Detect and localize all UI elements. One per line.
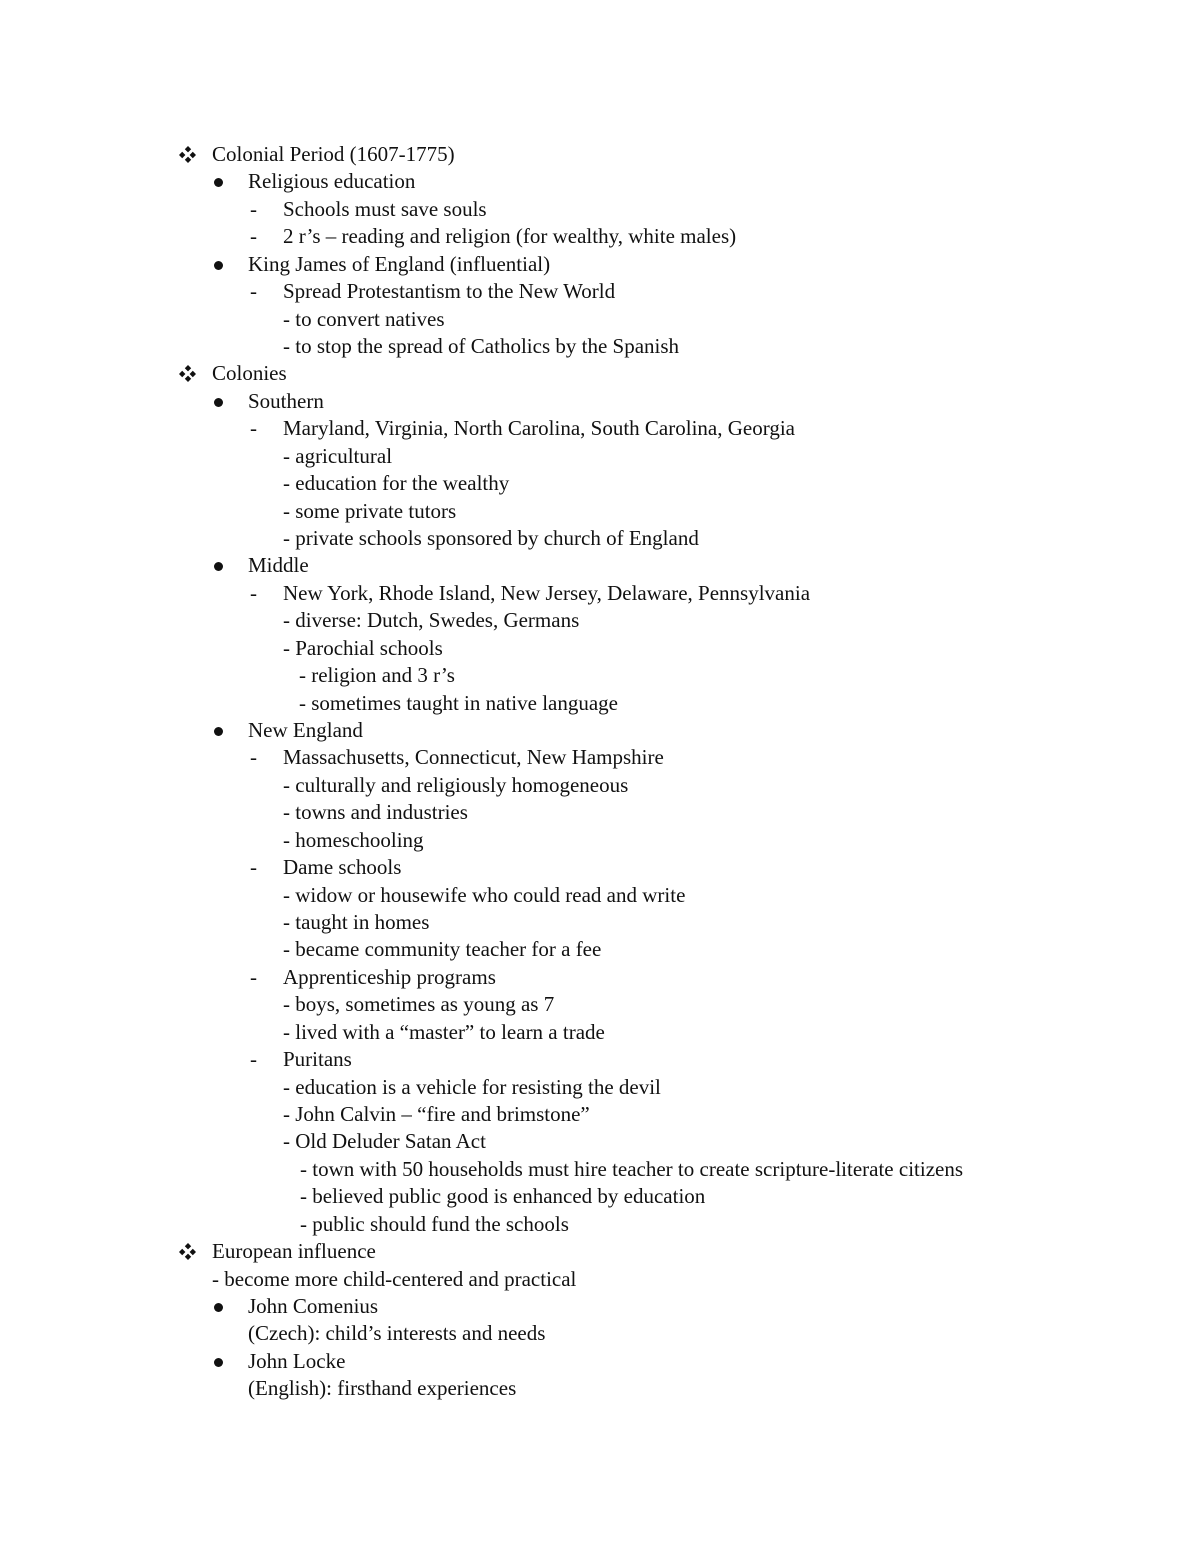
outline-line-level-2: Maryland, Virginia, North Carolina, South Carolina, Georgia: [283, 416, 795, 441]
dash-marker: -: [250, 279, 257, 304]
outline-line-level-0: - become more child-centered and practical: [212, 1266, 577, 1291]
bullet-dot-icon: [214, 562, 223, 571]
dash-marker: -: [250, 224, 257, 249]
outline-line-level-2: - education is a vehicle for resisting the devil: [283, 1074, 661, 1099]
bullet-dot-icon: [214, 261, 223, 270]
outline-line-level-1: John Locke: [248, 1348, 346, 1373]
dash-marker: -: [250, 964, 257, 989]
dash-marker: -: [250, 745, 257, 770]
outline-line-level-2: Puritans: [283, 1047, 352, 1072]
outline-line-level-2: Spread Protestantism to the New World: [283, 279, 616, 304]
four-diamond-bullet-icon: [179, 365, 197, 383]
bullet-dot-icon: [214, 178, 223, 187]
outline-line-level-2: Schools must save souls: [283, 196, 487, 221]
outline-line-level-2: - widow or housewife who could read and write: [283, 882, 686, 907]
outline-line-level-0: Colonial Period (1607-1775): [212, 142, 455, 166]
outline-line-level-2: - some private tutors: [283, 498, 457, 523]
dash-marker: -: [250, 1047, 257, 1072]
outline-line-level-2: - John Calvin – “fire and brimstone”: [283, 1102, 590, 1127]
bullet-dot-icon: [214, 1358, 223, 1367]
bullet-dot-icon: [214, 727, 223, 736]
dash-marker: -: [250, 416, 257, 441]
outline-line-level-1: (English): firsthand experiences: [248, 1376, 517, 1401]
outline-line-level-2: - towns and industries: [283, 800, 468, 825]
outline-line-level-2: Massachusetts, Connecticut, New Hampshire: [283, 745, 664, 770]
outline-line-level-2: - homeschooling: [283, 827, 424, 852]
outline-line-level-2: 2 r’s – reading and religion (for wealthy, white males): [283, 224, 737, 249]
outline-line-level-2: - Old Deluder Satan Act: [283, 1129, 486, 1154]
outline-line-level-2: - became community teacher for a fee: [283, 937, 602, 962]
dash-marker: -: [250, 196, 257, 221]
outline-line-level-4: - believed public good is enhanced by education: [300, 1184, 706, 1209]
outline-line-level-2: - lived with a “master” to learn a trade: [283, 1019, 605, 1044]
outline-line-level-2: - boys, sometimes as young as 7: [283, 992, 555, 1017]
outline-line-level-2: Apprenticeship programs: [283, 964, 496, 989]
outline-line-level-2: - education for the wealthy: [283, 471, 510, 496]
outline-line-level-4: - public should fund the schools: [300, 1211, 569, 1236]
outline-line-level-2: - diverse: Dutch, Swedes, Germans: [283, 608, 580, 633]
outline-line-level-2: - Parochial schools: [283, 635, 443, 660]
outline-line-level-1: John Comenius: [248, 1294, 379, 1319]
outline-line-level-1: Religious education: [248, 169, 416, 194]
outline-line-level-1: King James of England (influential): [248, 251, 551, 276]
outline-line-level-0: Colonies: [212, 361, 287, 386]
outline-line-level-1: Southern: [248, 388, 324, 413]
outline-line-level-2: - culturally and religiously homogeneous: [283, 772, 629, 797]
outline-line-level-2: Dame schools: [283, 855, 402, 880]
dash-marker: -: [250, 580, 257, 605]
outline-line-level-2: New York, Rhode Island, New Jersey, Delaware, Pennsylvania: [283, 580, 811, 605]
dash-marker: -: [250, 855, 257, 880]
outline-line-level-3: - religion and 3 r’s: [299, 663, 455, 688]
outline-line-level-0: European influence: [212, 1239, 376, 1264]
outline-line-level-2: - private schools sponsored by church of England: [283, 526, 699, 551]
outline-line-level-2: - taught in homes: [283, 910, 430, 935]
outline-line-level-2: - to convert natives: [283, 306, 445, 331]
four-diamond-bullet-icon: [179, 146, 197, 164]
bullet-dot-icon: [214, 1303, 223, 1312]
outline-line-level-1: (Czech): child’s interests and needs: [248, 1321, 546, 1346]
outline-line-level-2: - agricultural: [283, 443, 393, 468]
outline-line-level-1: Middle: [248, 553, 309, 578]
outline-line-level-1: New England: [248, 718, 363, 743]
outline-line-level-3: - sometimes taught in native language: [299, 690, 618, 715]
outline-line-level-2: - to stop the spread of Catholics by the Spanish: [283, 334, 680, 358]
four-diamond-bullet-icon: [179, 1243, 197, 1261]
outline-line-level-4: - town with 50 households must hire teacher to create scripture-literate citizens: [300, 1156, 964, 1181]
bullet-dot-icon: [214, 398, 223, 407]
